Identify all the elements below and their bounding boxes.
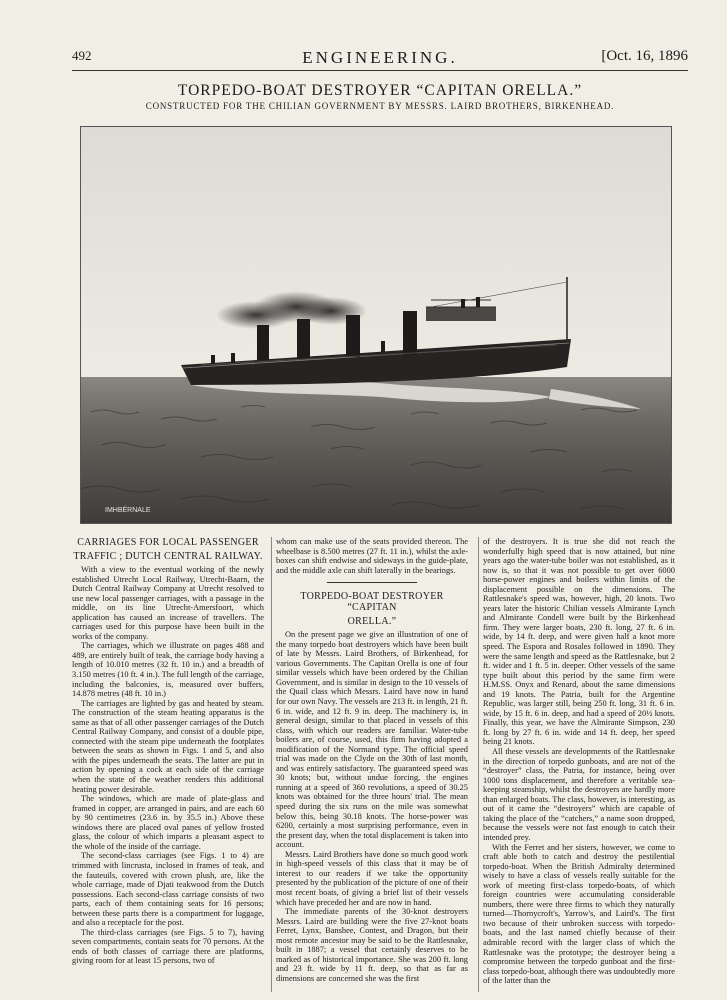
section-heading-destroyer-2: ORELLA.” [347,616,397,628]
paragraph: All these vessels are developments of the Rattlesnake in the direction of torpedo gunboats, and are not of the “destroyer” class, the Patria, for instance, being over 1000 tons displacement, and therefore a veritable sea-keeping steamship, whilst the destroyers are hardly more than enlarged boats. The class, however, is interesting, as out of it came the “destroyers” which are capable of taking the place of the “catchers,” a name soon dropped, because the vessels were not fast enough to catch their intended prey. [483,747,675,842]
destroyer-engraving [80,126,672,524]
article-title: TORPEDO-BOAT DESTROYER “CAPITAN ORELLA.” [177,82,583,99]
paragraph: With the Ferret and her sisters, however, we come to craft able both to catch and destroy the pestilential torpedo-boat. When the British Admiralty determined wisely to have a class of vessels really suitable for the work of meeting first-class torpedo-boats, of which foreign countries were accumulating considerable numbers, there were three firms to which they naturally turned—Thornycroft's, Yarrow's, and Laird's. The first two because of their unbroken success with torpedo-boats, and the last named chiefly because of their admirable record with the larger class of which the Rattlesnake was the prototype; the destroyer being a compromise between the torpedo gunboat and the first-class torpedo-boat, although there was undoubtedly more of the latter than the [483,842,675,986]
section-heading-destroyer-1: TORPEDO-BOAT DESTROYER “CAPITAN [300,591,444,614]
paragraph-continued: whom can make use of the seats provided thereon. The wheelbase is 8.500 metres (27 ft. 11 in.), whilst the axle-boxes can shift endwise and sideways in the guide-plate, and the middle axle can shift laterally in the bearings. [276,537,468,575]
engraving-artwork [81,127,671,523]
paragraph: The carriages, which we illustrate on pages 488 and 489, are entirely built of teak, the carriage body having a length of 10.010 metres (32 ft. 10 in.) and a breadth of 3.150 metres (10 ft. 4 in.). The full length of the carriage, including the balconies, is, measured over buffers, 14.878 metres (48 ft. 10 in.) [72,641,264,699]
column-destroyer-article [276,537,468,993]
paragraph: Messrs. Laird Brothers have done so much good work in high-speed vessels of this class that it may be of interest to our readers if we take the opportunity presented by the publication of the picture of one of their most recent boats, of giving a brief list of their vessels which have preceded her and are now in hand. [276,849,468,907]
paragraph-continued: of the destroyers. It is true she did not reach the wonderfully high speed that is now attained, but nine years ago the water-tube boiler was not established, as it now is, so that it was not possible to get over 6000 horse-power engines and boilers within limits of the displacement possible on the dimensions. The Rattlesnake's speed was, however, high, 20 knots. Two years later the historic Chilian vessels Almirante Lynch and Almirante Condell were built by the Birkenhead firm. They were larger boats, 230 ft. long, 27 ft. 6 in. wide, by 14 ft. deep, and were given half a knot more speed. The Espora and Rosales followed in 1890. They were the same length and speed as the Rattlesnake, but 2 ft. wider and 1 ft. 5 in. deeper. Other vessels of the same type built about this period by the same firm were H.M.SS. Onyx and Renard, about the same dimensions and 19 knots. The Patria, built for the Argentine Republic, was larger still, being 250 ft. long, 31 ft. 6 in. wide, by 15 ft. 6 in. deep, and had a speed of 20½ knots. Finally, this year, we have the Almirante Simpson, 230 ft. long by 27 ft. 6 in. wide and 14 ft. deep, her speed being 21 knots. [483,537,675,747]
ship-bridge [426,307,496,321]
section-heading-carriages-1: CARRIAGES FOR LOCAL PASSENGER [77,537,259,548]
paragraph: On the present page we give an illustration of one of the many torpedo boat destroyers which have been built of late by Messrs. Laird Brothers, of Birkenhead, for various Governments. The Capitan Orella is one of four similar vessels which have been ordered by the Chilian Government, and is similar in design to the 10 vessels of the Quail class which Messrs. Laird have now in hand for our own Navy. The vessels are 213 ft. in length, 21 ft. 6 in. wide, and 12 ft. 9 in. deep. The machinery is, in general design, similar to that placed in vessels of this class, with which our readers are familiar. Water-tube boilers are, of course, used, this firm having adopted a modification of the Normand type. The official speed trial was made on the Clyde on the 30th of last month, and was entirely satisfactory. The guaranteed speed was 30 knots; but, without undue forcing, the engines running at a speed of 360 revolutions, a speed of 30.25 knots was obtained for the three hours' trial. The mean speed during the six runs on the mile was somewhat below this, being 30.18 knots. The horse-power was 6200, certainly a most surprising performance, even in the present day, when the total displacement is taken into account. [276,630,468,850]
header-rule [72,70,688,71]
page-number: 492 [72,48,92,63]
column-destroyer-continued [483,537,675,993]
paragraph: The second-class carriages (see Figs. 1 to 4) are trimmed with lincrusta, inclosed in frames of teak, and the fauteuils, covered with crown plush, are, like the whole carriage, made of Djati teakwood from the Dutch possessions. Each second-class carriage consists of two parts, each of them containing seats for 16 persons; between these parts there is a compartment for luggage, and also a receptacle for the post. [72,851,264,928]
sky [81,127,671,389]
issue-date: [Oct. 16, 1896 [601,48,688,64]
paragraph: The immediate parents of the 30-knot destroyers Messrs. Laird are building were the five 27-knot boats Ferret, Lynx, Banshee, Contest, and Dragon, but their most remote ancestor may be said to be the Rattlesnake, built in 1887; a vessel that certainly deserves to be marked as of historical importance. She was 200 ft. long and 23 ft. wide by 11 ft. deep, so that as far as dimensions are concerned she was the first [276,907,468,983]
article-subtitle: CONSTRUCTED FOR THE CHILIAN GOVERNMENT BY MESSRS. LAIRD BROTHERS, BIRKENHEAD. [145,101,615,111]
paragraph: The windows, which are made of plate-glass and framed in copper, are arranged in pairs, and are each 60 by 90 centimetres (23.6 in. by 35.5 in.) Above these windows there are placed oval panes of yellow frosted glass, the colour of which imparts a pleasant aspect to the whole of the inside of the carriage. [72,794,264,851]
journal-title: ENGINEERING. [302,48,458,67]
column-carriages [72,537,264,993]
paragraph: The carriages are lighted by gas and heated by steam. The construction of the steam heating apparatus is the same as that of all other passenger carriages of the Dutch Central Railway Company, and consist of a double pipe, connected with the steam pipe underneath the footplates between the seats as shown in Figs. 1 and 5, and also with the pipes underneath the seats. The latter are put in action by opening a cock at each side of the carriage when the state of the weather renders this additional heating power desirable. [72,698,264,794]
engraver-signature: IMHBÉRNALE [105,507,151,514]
ship-funnel [403,311,417,355]
running-head [72,48,688,68]
ship-funnel [297,319,310,359]
ship-funnel [257,325,269,360]
paragraph: The third-class carriages (see Figs. 5 to 7), having seven compartments, contain seats for 70 persons. At the ends of both classes of carriage there are platforms, giving room for at least 15 persons, two of [72,927,264,966]
ship-funnel [346,315,360,357]
column-rule [478,537,479,992]
section-rule [327,582,417,583]
paragraph: With a view to the eventual working of the newly established Utrecht Local Railway, Utrecht-Baarn, the Dutch Central Railway Company at Utrecht resolved to use new local passenger carriages, with a passage in the middle, on its line Utrecht-Amersfoort, which application has caused an increase of travellers. The carriages used for this purpose have been built in the works of the company. [72,565,264,641]
column-rule [271,537,272,992]
section-heading-carriages-2: TRAFFIC ; DUTCH CENTRAL RAILWAY. [73,551,263,562]
